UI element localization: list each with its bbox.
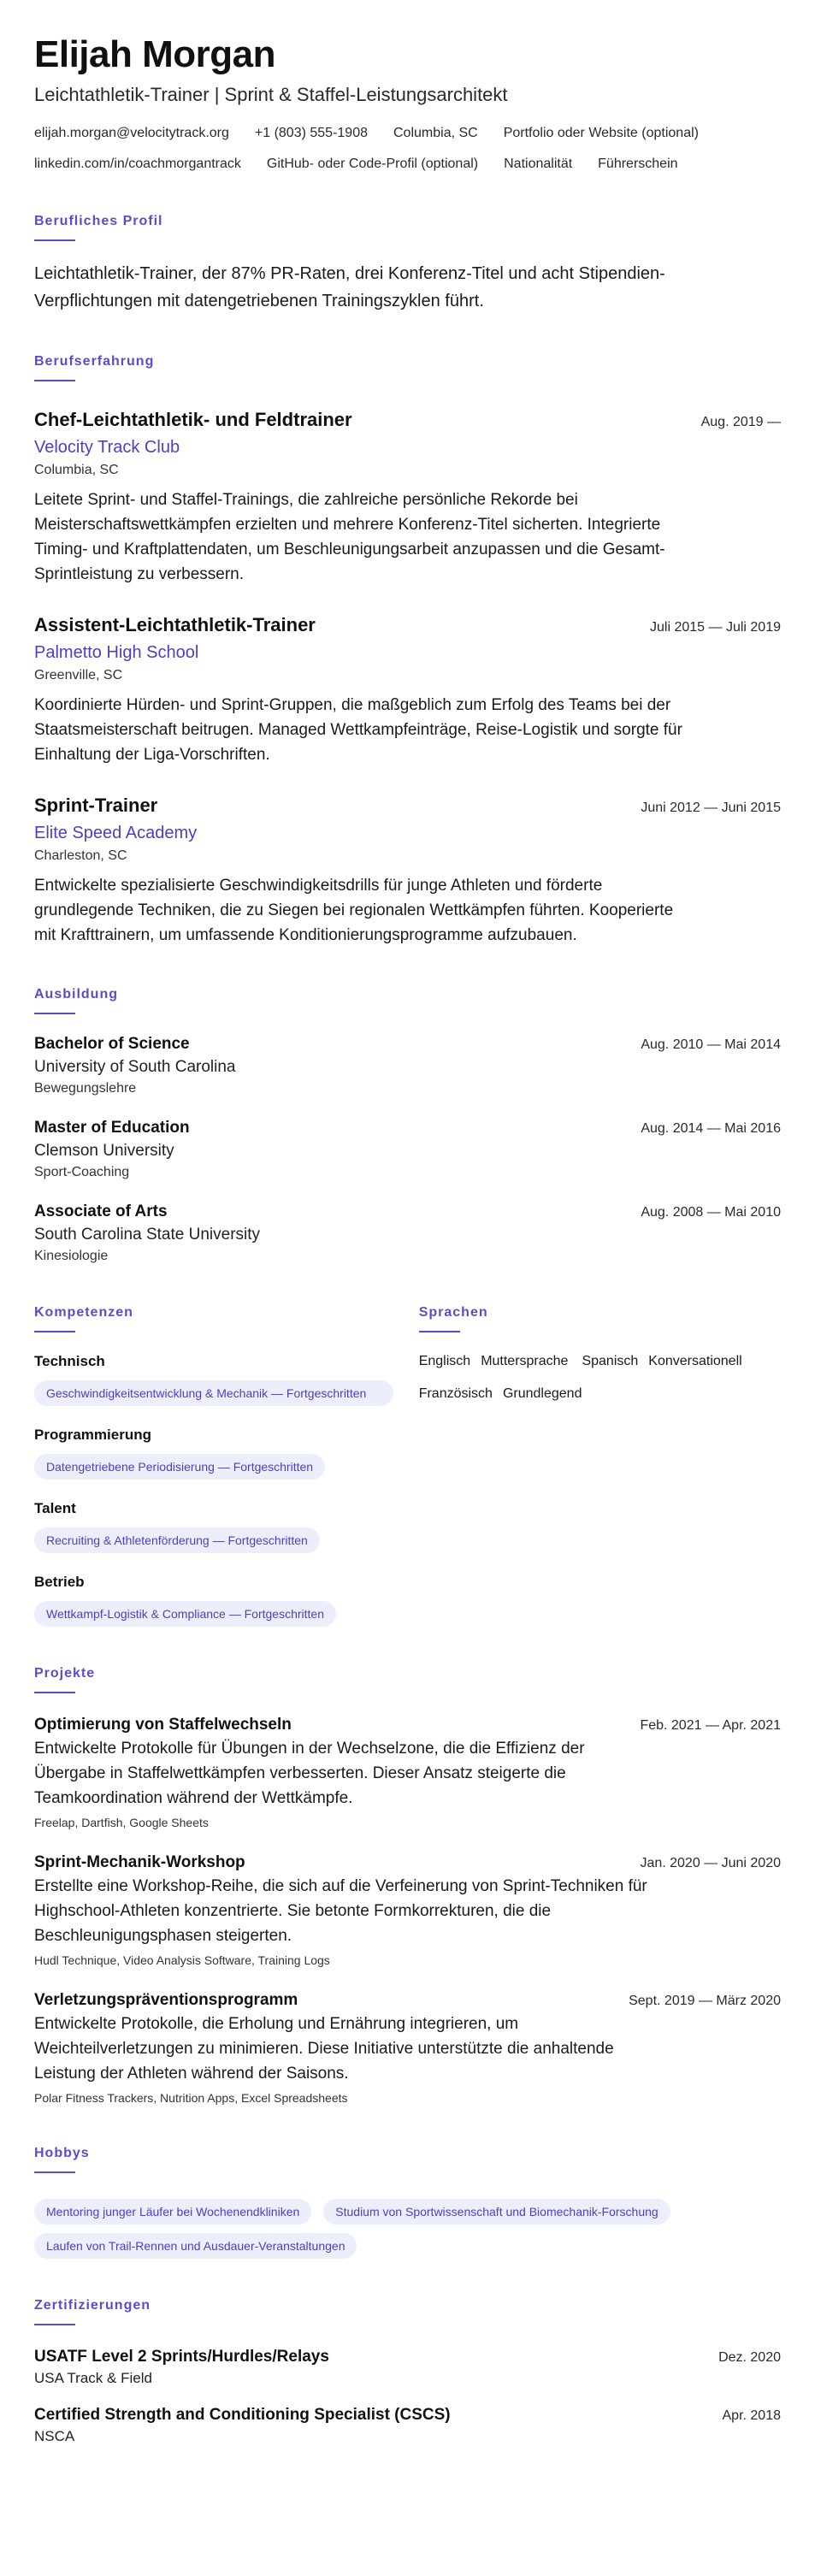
skill-pill: Wettkampf-Logistik & Compliance — Fortgeschritten	[34, 1601, 336, 1627]
language-level: Grundlegend	[502, 1386, 582, 1401]
section-title: Berufserfahrung	[34, 354, 155, 369]
education-school: Clemson University	[34, 1142, 174, 1160]
language-item	[419, 1351, 569, 1372]
hobby-pill: Mentoring junger Läufer bei Wochenendkliniken	[34, 2199, 311, 2224]
job-location: Charleston, SC	[34, 848, 127, 863]
certifications-section	[34, 2296, 781, 2447]
candidate-name: Elijah Morgan	[34, 33, 275, 75]
section-divider	[34, 1013, 75, 1014]
job-entry	[34, 793, 781, 948]
contact-nationality: Nationalität	[504, 157, 573, 171]
language-level: Konversationell	[648, 1354, 742, 1368]
section-title: Sprachen	[418, 1305, 488, 1320]
language-list	[419, 1351, 781, 1404]
job-location: Greenville, SC	[34, 668, 123, 682]
language-item	[419, 1384, 582, 1404]
education-field: Bewegungslehre	[34, 1081, 137, 1096]
profile-section	[34, 212, 781, 315]
project-tech: Polar Fitness Trackers, Nutrition Apps, Excel Spreadsheets	[34, 2091, 348, 2105]
section-divider	[34, 380, 75, 381]
job-entry	[34, 407, 781, 587]
education-school: University of South Carolina	[34, 1058, 236, 1076]
project-description: Erstellte eine Workshop-Reihe, die sich auf die Verfeinerung von Sprint-Techniken für Highschool-Athleten konzentrierte. Sie betonte Formkorrekturen, die die Beschleunigungsphasen steigerten.	[34, 1877, 647, 1945]
education-entry	[34, 1201, 781, 1266]
job-description: Entwickelte spezialisierte Geschwindigkeitsdrills für junge Athleten und förderte grundlegende Techniken, die zu Siegen bei regionalen Wettkämpfen führten. Kooperierte mit Krafttrainern, um umfassende Konditionierungsprogramme aufzubauen.	[34, 877, 674, 944]
section-divider	[34, 239, 75, 241]
job-description: Leitete Sprint- und Staffel-Trainings, die zahlreiche persönliche Rekorde bei Meisterschaftswettkämpfen erzielten und mehrere Konferenz-Titel sicherten. Integrierte Timing- und Kraftplattendaten, um Beschleunigungsarbeit anzupassen und die Gesamt-Sprintleistung zu verbessern.	[34, 491, 665, 583]
job-location: Columbia, SC	[34, 463, 119, 477]
contact-linkedin[interactable]: linkedin.com/in/coachmorgantrack	[34, 157, 241, 171]
project-entry	[34, 1714, 781, 1831]
job-organization: Elite Speed Academy	[34, 824, 198, 842]
certification-name: Certified Strength and Conditioning Specialist (CSCS)	[34, 2406, 451, 2424]
project-entry	[34, 1852, 781, 1969]
section-title: Ausbildung	[34, 987, 118, 1001]
education-degree: Bachelor of Science	[34, 1035, 190, 1053]
hobby-list	[34, 2190, 787, 2259]
certification-name: USATF Level 2 Sprints/Hurdles/Relays	[34, 2348, 329, 2366]
skill-group	[34, 1351, 419, 1406]
contact-email[interactable]: elijah.morgan@velocitytrack.org	[34, 126, 229, 140]
resume-header	[34, 31, 781, 174]
job-title: Chef-Leichtathletik- und Feldtrainer	[34, 409, 352, 430]
project-name: Sprint-Mechanik-Workshop	[34, 1853, 245, 1871]
project-tech: Freelap, Dartfish, Google Sheets	[34, 1816, 209, 1829]
skill-group	[34, 1572, 419, 1627]
profile-text: Leichtathletik-Trainer, der 87% PR-Raten, drei Konferenz-Titel und acht Stipendien-Verpflichtungen mit datengetriebenen Trainingszyklen führt.	[34, 264, 665, 310]
skill-group-title: Technisch	[34, 1353, 105, 1369]
candidate-headline: Leichtathletik-Trainer | Sprint & Staffel-Leistungsarchitekt	[34, 84, 508, 105]
section-divider	[34, 2324, 75, 2325]
certification-issuer: USA Track & Field	[34, 2370, 152, 2386]
section-title: Kompetenzen	[34, 1305, 133, 1320]
job-title: Assistent-Leichtathletik-Trainer	[34, 614, 316, 635]
job-entry	[34, 612, 781, 767]
job-dates: Juli 2015 — Juli 2019	[650, 620, 781, 635]
project-name: Optimierung von Staffelwechseln	[34, 1716, 292, 1734]
education-degree: Associate of Arts	[34, 1202, 168, 1220]
hobby-pill: Laufen von Trail-Rennen und Ausdauer-Veranstaltungen	[34, 2233, 357, 2259]
contact-github[interactable]: GitHub- oder Code-Profil (optional)	[266, 157, 479, 171]
certification-date: Apr. 2018	[722, 2408, 781, 2423]
project-name: Verletzungspräventionsprogramm	[34, 1991, 298, 2009]
language-level: Muttersprache	[481, 1354, 569, 1368]
project-dates: Jan. 2020 — Juni 2020	[640, 1856, 781, 1870]
certification-date: Dez. 2020	[718, 2350, 781, 2365]
job-dates: Juni 2012 — Juni 2015	[641, 801, 781, 815]
language-name: Spanisch	[582, 1354, 639, 1368]
education-dates: Aug. 2008 — Mai 2010	[641, 1205, 781, 1220]
education-dates: Aug. 2014 — Mai 2016	[641, 1121, 781, 1136]
project-description: Entwickelte Protokolle, die Erholung und Ernährung integrieren, um Weichteilverletzungen zu minimieren. Diese Initiative unterstützte die anhaltende Leistung der Athleten während der Saisons.	[34, 2015, 614, 2083]
skill-group-title: Talent	[34, 1500, 76, 1516]
certification-issuer: NSCA	[34, 2428, 75, 2444]
certification-entry	[34, 2346, 781, 2389]
education-field: Kinesiologie	[34, 1249, 109, 1263]
project-dates: Feb. 2021 — Apr. 2021	[640, 1718, 781, 1733]
education-school: South Carolina State University	[34, 1226, 261, 1244]
job-dates: Aug. 2019 —	[700, 415, 781, 429]
education-dates: Aug. 2010 — Mai 2014	[641, 1037, 781, 1052]
section-divider	[34, 1692, 75, 1693]
skill-pill: Geschwindigkeitsentwicklung & Mechanik — Fortgeschritten	[34, 1380, 393, 1406]
language-item	[582, 1351, 741, 1372]
contact-phone[interactable]: +1 (803) 555-1908	[254, 126, 368, 140]
contact-portfolio[interactable]: Portfolio oder Website (optional)	[503, 126, 699, 140]
language-name: Englisch	[418, 1354, 471, 1368]
skill-group	[34, 1498, 419, 1553]
section-divider	[34, 2171, 75, 2173]
skill-pill: Datengetriebene Periodisierung — Fortgeschritten	[34, 1454, 325, 1480]
skills-languages-row	[34, 1303, 781, 1627]
contact-license: Führerschein	[598, 157, 678, 171]
contact-location: Columbia, SC	[393, 126, 478, 140]
project-description: Entwickelte Protokolle für Übungen in der Wechselzone, die die Effizienz der Übergabe in Staffelwettkämpfen verbesserten. Dieser Ansatz steigerte die Teamkoordination während der Wettkämpfe.	[34, 1740, 585, 1807]
project-entry	[34, 1989, 781, 2106]
certification-entry	[34, 2404, 781, 2447]
languages-section	[419, 1303, 781, 1627]
skill-group-title: Programmierung	[34, 1427, 151, 1443]
job-title: Sprint-Trainer	[34, 795, 158, 816]
hobbies-section	[34, 2144, 781, 2259]
section-divider	[34, 1331, 75, 1332]
contact-list	[34, 123, 787, 174]
skills-section	[34, 1303, 419, 1627]
job-description: Koordinierte Hürden- und Sprint-Gruppen, die maßgeblich zum Erfolg des Teams bei der Staatsmeisterschaft beitrugen. Managed Wettkampfeinträge, Reise-Logistik und sorgte für Einhaltung der Liga-Vorschriften.	[34, 696, 682, 764]
section-title: Zertifizierungen	[34, 2298, 151, 2313]
skill-group-title: Betrieb	[34, 1574, 85, 1590]
job-organization: Palmetto High School	[34, 643, 199, 662]
job-organization: Velocity Track Club	[34, 438, 180, 457]
skill-group	[34, 1425, 419, 1480]
education-entry	[34, 1033, 781, 1098]
section-divider	[419, 1331, 460, 1332]
education-section	[34, 985, 781, 1266]
education-field: Sport-Coaching	[34, 1165, 130, 1179]
project-tech: Hudl Technique, Video Analysis Software, Training Logs	[34, 1953, 330, 1967]
section-title: Berufliches Profil	[34, 214, 163, 228]
section-title: Hobbys	[34, 2146, 90, 2160]
projects-section	[34, 1664, 781, 2106]
hobby-pill: Studium von Sportwissenschaft und Biomechanik-Forschung	[323, 2199, 670, 2224]
project-dates: Sept. 2019 — März 2020	[629, 1994, 781, 2008]
section-title: Projekte	[34, 1666, 96, 1681]
experience-section	[34, 352, 781, 948]
education-degree: Master of Education	[34, 1119, 190, 1137]
skill-pill: Recruiting & Athletenförderung — Fortgeschritten	[34, 1527, 320, 1553]
education-entry	[34, 1117, 781, 1182]
language-name: Französisch	[418, 1386, 493, 1401]
